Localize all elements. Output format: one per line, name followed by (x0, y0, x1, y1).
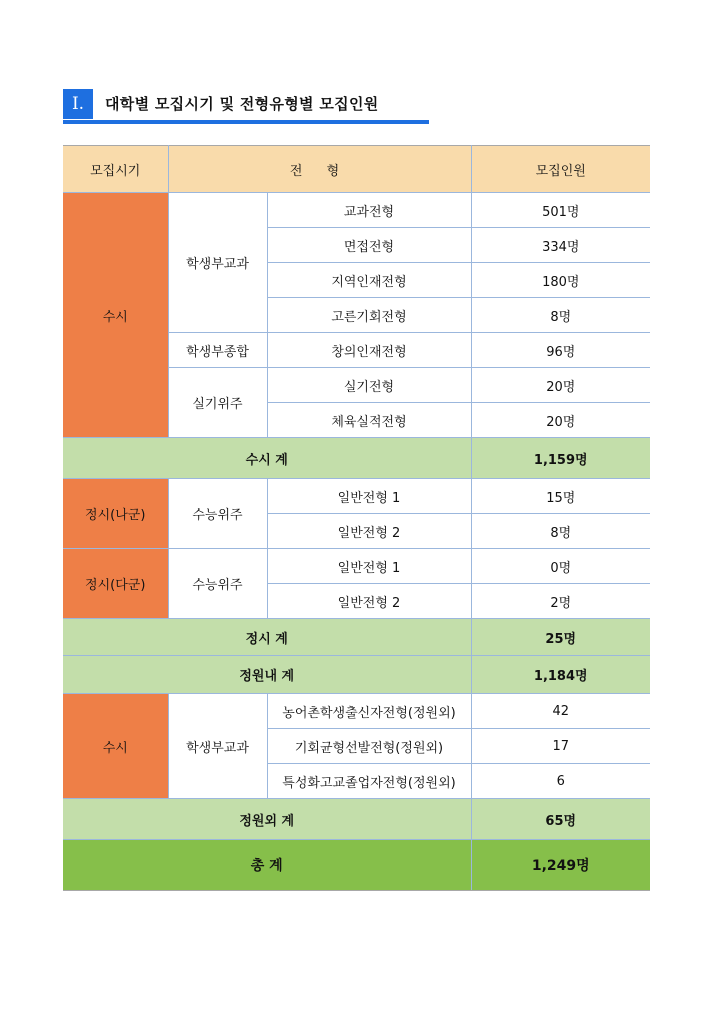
subtotal-row-out-quota (63, 799, 650, 840)
group-cell: 학생부교과 (168, 193, 267, 333)
table-row (63, 193, 650, 228)
count-cell: 2명 (471, 584, 650, 619)
section-number: Ⅰ. (63, 89, 93, 119)
subtotal-value: 65명 (471, 799, 650, 840)
header-period: 모집시기 (63, 146, 168, 193)
type-cell: 일반전형 1 (267, 549, 471, 584)
period-cell-susi: 수시 (63, 193, 168, 438)
grand-total-value: 1,249명 (471, 840, 650, 891)
period-cell-jeongsi-da: 정시(다군) (63, 549, 168, 619)
count-cell: 334명 (471, 228, 650, 263)
type-cell: 특성화고교졸업자전형(정원외) (267, 764, 471, 799)
type-cell: 창의인재전형 (267, 333, 471, 368)
count-cell: 96명 (471, 333, 650, 368)
table-row (63, 479, 650, 514)
count-cell: 0명 (471, 549, 650, 584)
count-cell: 180명 (471, 263, 650, 298)
table-header-row (63, 146, 650, 193)
type-cell: 일반전형 1 (267, 479, 471, 514)
section-title-text: 대학별 모집시기 및 전형유형별 모집인원 (105, 95, 379, 113)
subtotal-row-susi (63, 438, 650, 479)
count-cell: 20명 (471, 403, 650, 438)
group-cell: 수능위주 (168, 479, 267, 549)
type-cell: 교과전형 (267, 193, 471, 228)
count-cell: 8명 (471, 298, 650, 333)
header-count: 모집인원 (471, 146, 650, 193)
period-cell-out-quota: 수시 (63, 694, 168, 799)
header-type: 전 형 (168, 146, 471, 193)
type-cell: 체육실적전형 (267, 403, 471, 438)
grand-total-label: 총 계 (63, 840, 471, 891)
subtotal-value: 25명 (471, 619, 650, 656)
type-cell: 면접전형 (267, 228, 471, 263)
type-cell: 지역인재전형 (267, 263, 471, 298)
type-cell: 고른기회전형 (267, 298, 471, 333)
subtotal-label: 정시 계 (63, 619, 471, 656)
group-cell: 학생부교과 (168, 694, 267, 799)
type-cell: 일반전형 2 (267, 514, 471, 549)
subtotal-row-jeongsi (63, 619, 650, 656)
grand-total-row (63, 840, 650, 891)
group-cell: 실기위주 (168, 368, 267, 438)
type-cell: 실기전형 (267, 368, 471, 403)
subtotal-value: 1,159명 (471, 438, 650, 479)
group-cell: 학생부종합 (168, 333, 267, 368)
count-cell: 6 (471, 764, 650, 799)
type-cell: 기회균형선발전형(정원외) (267, 729, 471, 764)
period-cell-jeongsi-na: 정시(나군) (63, 479, 168, 549)
admission-table (63, 145, 650, 891)
count-cell: 501명 (471, 193, 650, 228)
group-cell: 수능위주 (168, 549, 267, 619)
subtotal-label: 수시 계 (63, 438, 471, 479)
subtotal-value: 1,184명 (471, 656, 650, 694)
table-row (63, 694, 650, 729)
subtotal-label: 정원외 계 (63, 799, 471, 840)
section-title (63, 89, 429, 125)
count-cell: 8명 (471, 514, 650, 549)
type-cell: 농어촌학생출신자전형(정원외) (267, 694, 471, 729)
count-cell: 15명 (471, 479, 650, 514)
table-row (63, 549, 650, 584)
title-underline (63, 120, 429, 124)
subtotal-row-in-quota (63, 656, 650, 694)
count-cell: 17 (471, 729, 650, 764)
subtotal-label: 정원내 계 (63, 656, 471, 694)
count-cell: 20명 (471, 368, 650, 403)
count-cell: 42 (471, 694, 650, 729)
type-cell: 일반전형 2 (267, 584, 471, 619)
